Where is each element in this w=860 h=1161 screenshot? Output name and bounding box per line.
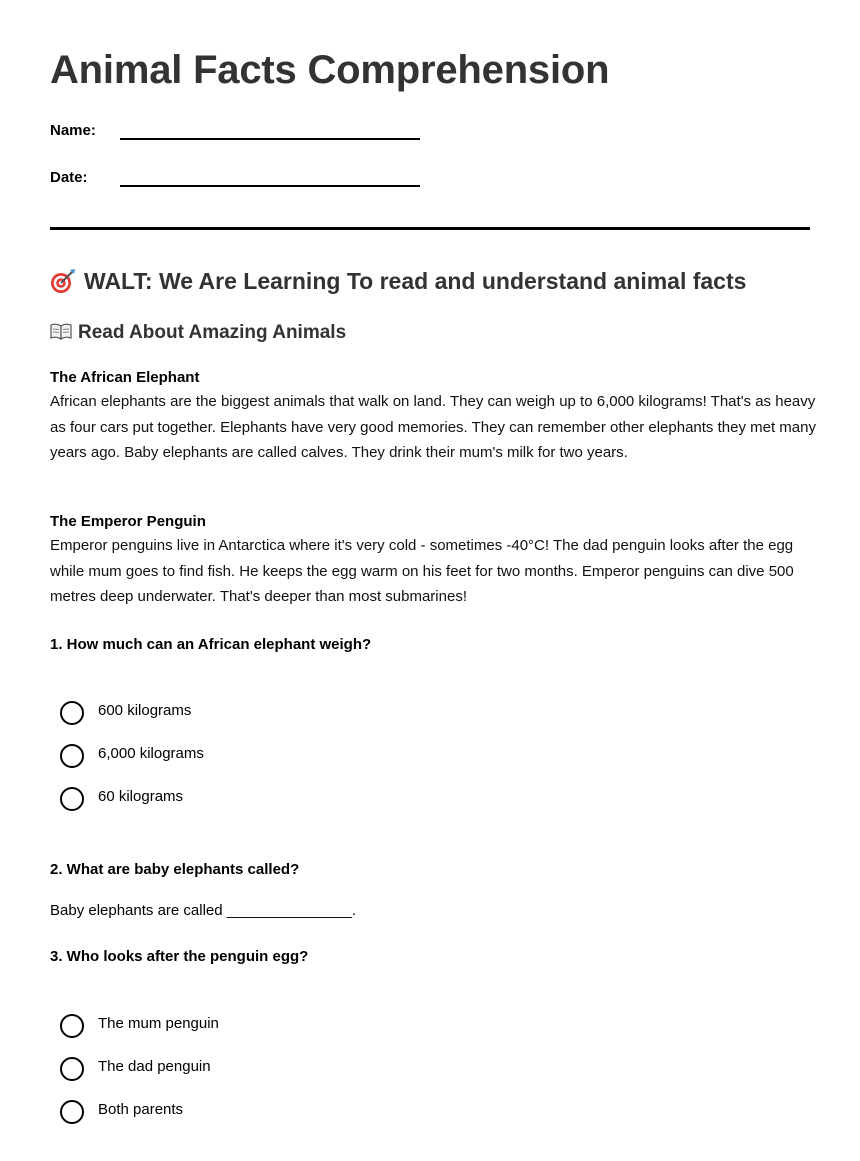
walt-heading: [50, 268, 746, 295]
date-field[interactable]: [50, 169, 450, 199]
option-label: 60 kilograms: [98, 788, 184, 805]
option-label: 600 kilograms: [98, 702, 192, 719]
story-elephant: [50, 367, 820, 466]
question-1-option-2[interactable]: [60, 743, 360, 769]
header-divider: [50, 227, 810, 230]
radio-button[interactable]: [60, 1014, 84, 1038]
radio-button[interactable]: [60, 1057, 84, 1081]
date-input-line[interactable]: [120, 185, 420, 187]
option-label: The mum penguin: [98, 1015, 219, 1032]
question-2: 2. What are baby elephants called?: [50, 861, 300, 878]
target-icon: [50, 268, 76, 294]
question-3: 3. Who looks after the penguin egg?: [50, 948, 309, 965]
story-title: The African Elephant: [50, 369, 200, 386]
radio-button[interactable]: [60, 1100, 84, 1124]
story-text: Emperor penguins live in Antarctica where it's very cold - sometimes -40°C! The dad penguin looks after the egg while mum goes to find fish. He keeps the egg warm on his feet for two months. Emperor penguins can dive 500 metres deep underwater. That's deeper than most submarines!: [50, 537, 794, 605]
worksheet-title: Animal Facts Comprehension: [50, 48, 610, 92]
question-1-option-1[interactable]: [60, 700, 360, 726]
reading-heading: [50, 322, 346, 344]
question-1: 1. How much can an African elephant weigh?: [50, 636, 372, 653]
story-penguin: [50, 511, 820, 610]
name-input-line[interactable]: [120, 138, 420, 140]
open-book-icon: [50, 322, 72, 340]
question-2-fill-in[interactable]: Baby elephants are called _______________.: [50, 902, 357, 919]
question-3-option-3[interactable]: [60, 1099, 360, 1125]
question-1-option-3[interactable]: [60, 786, 360, 812]
radio-button[interactable]: [60, 701, 84, 725]
date-field-label: Date:: [50, 169, 88, 186]
story-text: African elephants are the biggest animals that walk on land. They can weigh up to 6,000 kilograms! That's as heavy as four cars put together. Elephants have very good memories. They can remember other elephants they met many years ago. Baby elephants are called calves. They drink their mum's milk for two years.: [50, 393, 816, 461]
option-label: The dad penguin: [98, 1058, 211, 1075]
question-3-option-1[interactable]: [60, 1013, 360, 1039]
walt-text: WALT: We Are Learning To read and understand animal facts: [84, 268, 747, 294]
radio-button[interactable]: [60, 744, 84, 768]
question-3-option-2[interactable]: [60, 1056, 360, 1082]
radio-button[interactable]: [60, 787, 84, 811]
reading-heading-text: Read About Amazing Animals: [78, 322, 347, 343]
option-label: Both parents: [98, 1101, 184, 1118]
name-field[interactable]: [50, 122, 450, 152]
story-title: The Emperor Penguin: [50, 513, 206, 530]
option-label: 6,000 kilograms: [98, 745, 204, 762]
name-field-label: Name:: [50, 122, 96, 139]
